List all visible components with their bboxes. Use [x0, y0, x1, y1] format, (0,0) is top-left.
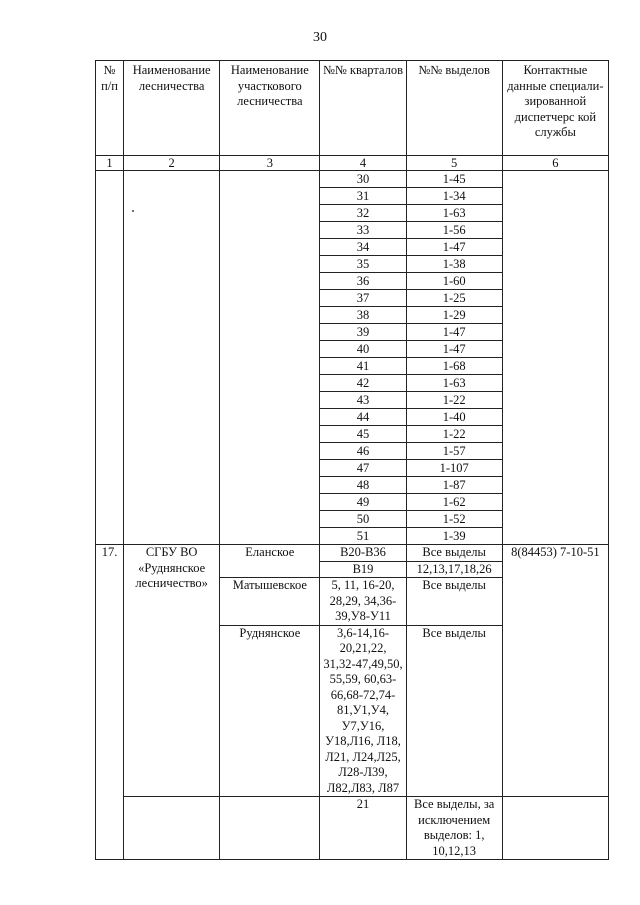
section-cell: 1-29	[406, 307, 502, 324]
quarter-cell: 40	[320, 341, 406, 358]
empty-cell	[502, 797, 608, 860]
section-cell: 1-63	[406, 375, 502, 392]
col-num-5: 5	[406, 156, 502, 171]
section-cell: 1-22	[406, 392, 502, 409]
col-num-1: 1	[96, 156, 124, 171]
section-cell: 1-56	[406, 222, 502, 239]
section-cell: 1-22	[406, 426, 502, 443]
quarter-cell: 31	[320, 188, 406, 205]
quarter-cell: 43	[320, 392, 406, 409]
empty-forestry-cell	[124, 171, 220, 545]
empty-cell	[124, 797, 220, 860]
section-cell: 1-25	[406, 290, 502, 307]
forestry-table	[95, 60, 609, 860]
entry-17-elanskoe-row1	[96, 545, 609, 562]
quarter-cell: 51	[320, 528, 406, 545]
col-num-4: 4	[320, 156, 406, 171]
quarter-cell: 44	[320, 409, 406, 426]
section-cell: 1-63	[406, 205, 502, 222]
section-cell: 1-52	[406, 511, 502, 528]
header-row	[96, 61, 609, 156]
col-num-2: 2	[124, 156, 220, 171]
header-district-forestry: Наименование участкового лесничества	[220, 61, 320, 156]
header-number: № п/п	[96, 61, 124, 156]
header-sections: №№ выделов	[406, 61, 502, 156]
column-number-row	[96, 156, 609, 171]
quarter-cell: 30	[320, 171, 406, 188]
section-cell: 1-60	[406, 273, 502, 290]
quarter-cell: 42	[320, 375, 406, 392]
empty-cell	[220, 797, 320, 860]
entry-number: 17.	[96, 545, 124, 860]
section-cell: 1-57	[406, 443, 502, 460]
page-number: 30	[313, 30, 327, 45]
section-cell: 1-47	[406, 324, 502, 341]
section-cell: 1-40	[406, 409, 502, 426]
quarter-cell: 47	[320, 460, 406, 477]
quarter-cell: 38	[320, 307, 406, 324]
sections-cell: Все выделы	[406, 625, 502, 797]
district-elanskoe: Еланское	[220, 545, 320, 578]
empty-number-cell	[96, 171, 124, 545]
quarter-cell: 36	[320, 273, 406, 290]
quarters-cell: 5, 11, 16-20, 28,29, 34,36-39,У8-У11	[320, 578, 406, 626]
quarters-cell: В19	[320, 561, 406, 578]
col-num-3: 3	[220, 156, 320, 171]
quarter-cell: 32	[320, 205, 406, 222]
quarter-cell: 35	[320, 256, 406, 273]
contact-data: 8(84453) 7-10-51	[502, 545, 608, 797]
sections-cell: Все выделы	[406, 545, 502, 562]
quarter-cell: 50	[320, 511, 406, 528]
district-matyshevskoe: Матышевское	[220, 578, 320, 626]
section-cell: 1-45	[406, 171, 502, 188]
quarter-cell: 34	[320, 239, 406, 256]
sections-cell: 12,13,17,18,26	[406, 561, 502, 578]
col-num-6: 6	[502, 156, 608, 171]
section-cell: 1-87	[406, 477, 502, 494]
header-forestry: Наименование лесничества	[124, 61, 220, 156]
empty-contact-cell	[502, 171, 608, 545]
quarter-cell: 46	[320, 443, 406, 460]
quarters-cell: 3,6-14,16-20,21,22, 31,32-47,49,50, 55,59, 60,63-66,68-72,74-81,У1,У4, У7,У16, У18,Л16, Л18, Л21, Л24,Л25, Л28-Л39, Л82,Л83, Л87	[320, 625, 406, 797]
quarter-cell: 39	[320, 324, 406, 341]
quarters-cell: В20-В36	[320, 545, 406, 562]
table-row	[96, 171, 609, 188]
section-cell: 1-47	[406, 239, 502, 256]
section-cell: 1-107	[406, 460, 502, 477]
section-cell: 1-62	[406, 494, 502, 511]
section-cell: 1-47	[406, 341, 502, 358]
quarter-cell: 49	[320, 494, 406, 511]
section-cell: 1-38	[406, 256, 502, 273]
entry-17-last-row	[96, 797, 609, 860]
section-cell: 1-39	[406, 528, 502, 545]
forestry-name: СГБУ ВО «Руднянское лесничество»	[124, 545, 220, 797]
sections-cell: Все выделы	[406, 578, 502, 626]
header-contacts: Контактные данные специали-зированной диспетчерс кой службы	[502, 61, 608, 156]
empty-district-cell	[220, 171, 320, 545]
quarter-cell: 41	[320, 358, 406, 375]
continuation-rows	[96, 171, 609, 545]
district-rudnyanskoe: Руднянское	[220, 625, 320, 797]
header-quarters: №№ кварталов	[320, 61, 406, 156]
quarters-cell: 21	[320, 797, 406, 860]
quarter-cell: 48	[320, 477, 406, 494]
quarter-cell: 33	[320, 222, 406, 239]
section-cell: 1-68	[406, 358, 502, 375]
quarter-cell: 37	[320, 290, 406, 307]
quarter-cell: 45	[320, 426, 406, 443]
sections-cell: Все выделы, за исключением выделов: 1, 10,12,13	[406, 797, 502, 860]
section-cell: 1-34	[406, 188, 502, 205]
